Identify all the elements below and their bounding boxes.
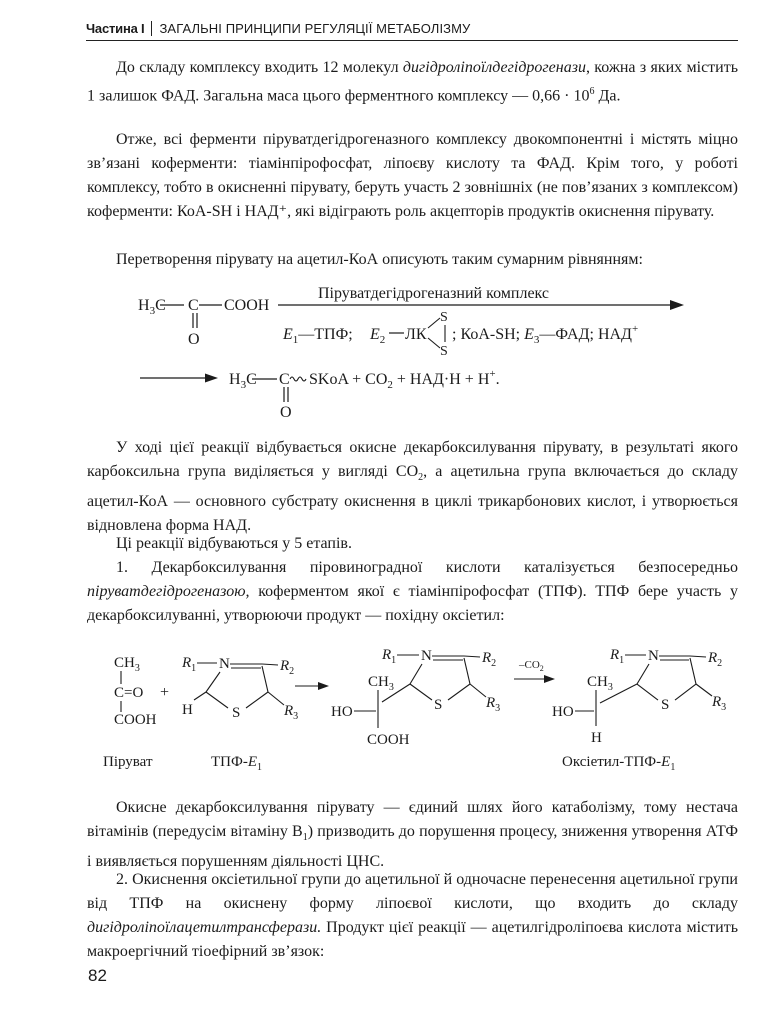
svg-text:CH3: $CH_3$ — [114, 655, 140, 674]
paragraph-5: Ці реакції відбуваються у 5 етапів. — [116, 535, 352, 552]
svg-text:E2: $E_2$ — [370, 326, 386, 346]
tpp-structure — [181, 655, 298, 773]
p8-text-c: Продукт цієї реакції — ацетилгідроліпоєва кислота містить макроергічний тіоефірний зв’язок: — [87, 919, 738, 960]
minus-co2-label: $-CO_2$ — [519, 659, 544, 673]
p6-text-c: коферментом якої є тіамінпірофосфат (ТПФ). ТПФ бере участь у декарбоксилуванні, утворюючи продукт — похідну оксіетил: — [87, 583, 738, 624]
p8-text-a: 2. Окиснення оксіетильної групи до ацетильної й одночасне перенесення ацетильної групи від ТПФ на окиснену форму ліпоєвої кислоти, що входить до складу — [87, 871, 738, 912]
p1-text-a: До складу комплексу входить 12 молекул — [116, 59, 403, 76]
svg-text:R3: $R_3$ — [284, 703, 299, 722]
p4-text-b: , а ацетильна група включається до складу ацетил-КоА — основного субстрату окиснення в циклі трикарбонових кислот, і утворюється відновлена форма НАД. — [87, 463, 738, 535]
svg-text:R1: $R_1$ — [182, 655, 197, 674]
svg-text:HO: HO — [552, 704, 574, 720]
p8-enzyme-name: дигідроліпоїлацетилтрансферази. — [87, 919, 322, 936]
svg-text:N: N — [421, 648, 432, 664]
svg-text:C=O: C=O — [114, 685, 144, 701]
svg-text:O: O — [280, 404, 292, 421]
svg-text:R3: $R_3$ — [712, 694, 727, 713]
paragraph-7 — [87, 796, 738, 874]
svg-text:COOH: COOH — [224, 297, 270, 314]
svg-text:COOH: COOH — [114, 712, 157, 728]
svg-text:N: N — [648, 648, 659, 664]
p6-text-a: 1. Декарбоксилування піровиноградної кислоти каталізується безпосередньо — [116, 559, 738, 576]
svg-text:S: S — [661, 697, 670, 713]
svg-text:N: N — [219, 656, 230, 672]
svg-text:SKoA + CO2 + НАД·Н + H+.: SKoA + $CO_2 + НАД\cdot Н + H^+$. — [309, 368, 500, 391]
svg-text:S: S — [440, 344, 448, 359]
p7-subscript: 1 — [302, 832, 308, 844]
svg-text:R1: $R_1$ — [382, 647, 397, 666]
p1-exponent: 6 — [589, 86, 595, 97]
svg-text:R2: $R_2$ — [708, 650, 723, 669]
svg-text:H3C: $H_3C$ — [138, 297, 166, 317]
svg-text:+: + — [160, 684, 170, 701]
header-title: ЗАГАЛЬНІ ПРИНЦИПИ РЕГУЛЯЦІЇ МЕТАБОЛІЗМУ — [159, 20, 471, 36]
svg-text:; КоА-SH; E3—ФАД; НАД+: ; КоА-SH; $E_3—ФАД$; НАД+ — [452, 323, 639, 346]
svg-text:C: C — [188, 297, 199, 314]
p7-text-a: Окисне декарбоксилування пірувату — єдиний шлях його катаболізму, тому нестача вітамінів (передусім вітаміну B — [87, 799, 738, 840]
svg-text:C: C — [279, 371, 290, 388]
label-product: Оксіетил-$ТПФ-E_1$ — [562, 754, 676, 773]
svg-text:CH3: $CH_3$ — [368, 674, 394, 693]
arrow-label: Піруватдегідрогеназний комплекс — [318, 285, 550, 302]
hydroxyethyl-tpp-structure — [552, 647, 726, 773]
intermediate-structure — [331, 647, 500, 748]
pyruvate-structure — [103, 655, 169, 770]
svg-text:CH3: $CH_3$ — [587, 674, 613, 693]
header-part: Частина I — [86, 21, 152, 36]
svg-text:S: S — [232, 705, 241, 721]
p1-text-c: , кожна з яких містить 1 залишок ФАД. Загальна маса цього ферментного комплексу — 0,66 · 10 — [87, 59, 739, 105]
svg-text:R2: $R_2$ — [280, 658, 295, 677]
p4-subscript: 2 — [418, 472, 424, 484]
label-pyruvate: Піруват — [103, 754, 153, 770]
eq1-oxygen: O — [188, 331, 200, 348]
paragraph-3: Перетворення пірувату на ацетил-КоА описують таким сумарним рівнянням: — [116, 251, 643, 268]
svg-text:ЛК: ЛК — [405, 326, 427, 343]
svg-text:R3: $R_3$ — [486, 695, 501, 714]
svg-text:H: H — [591, 730, 602, 746]
svg-text:S: S — [434, 697, 443, 713]
label-tpp: ТПФ-$E_1$ — [211, 754, 263, 773]
svg-text:S: S — [440, 310, 448, 325]
svg-text:R1: $R_1$ — [610, 647, 625, 666]
page-number: 82 — [88, 966, 107, 985]
svg-text:H3C: $H_3C$ — [229, 371, 257, 391]
paragraph-2: Отже, всі ферменти піруватдегідрогеназного комплексу двокомпонентні і містять міцно зв’язані коферменти: тіамінпірофосфат, ліпоєву кислоту та ФАД. Крім того, у роботі комплексу, тобто в окисненні пірувату, беруть участь 2 зовнішніх (не пов’язаних з комплексом) коферменти: КоА-SH і НАД⁺, які відіграють роль акцепторів продуктів окиснення пірувату. — [87, 131, 738, 220]
p7-text-b: ) призводить до порушення процесу, зниження утворення АТФ і виявляється порушенням діяльності ЦНС. — [87, 823, 739, 871]
svg-text:COOH: COOH — [367, 732, 410, 748]
p6-enzyme-name: піруватдегідрогеназою, — [87, 583, 250, 600]
svg-text:HO: HO — [331, 704, 353, 720]
p1-enzyme-name: дигідроліпоїлдегідрогенази — [402, 59, 586, 76]
p4-text-a: У ході цієї реакції відбувається окисне декарбоксилування пірувату, в результаті якого карбоксильна група виділяється у вигляді CO — [87, 439, 738, 480]
svg-text:R2: $R_2$ — [482, 650, 497, 669]
svg-text:H: H — [182, 702, 193, 718]
svg-text:E1—ТПФ;: $E_1—ТПФ$; — [283, 326, 353, 346]
p1-text-d: Да. — [594, 87, 621, 105]
paragraph-8 — [87, 868, 738, 964]
